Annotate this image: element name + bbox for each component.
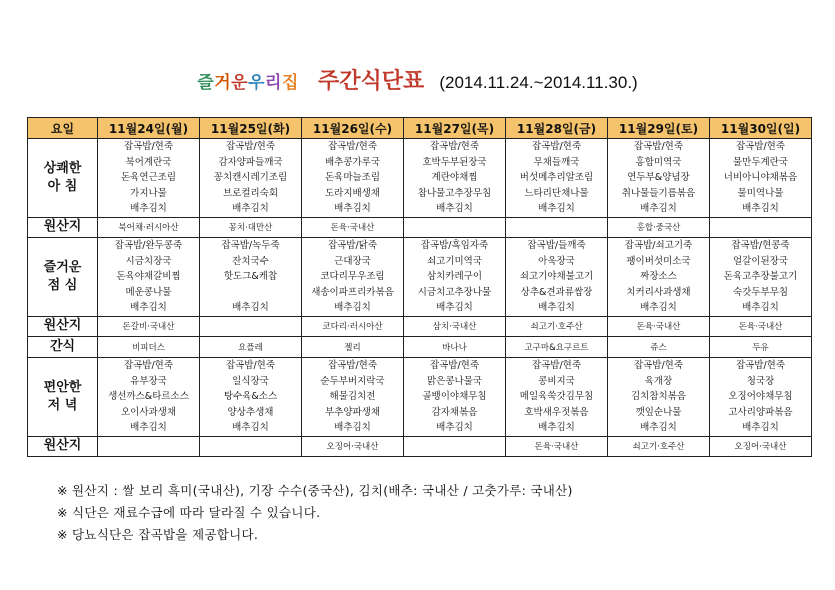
- menu-item: 감자양파들깨국: [218, 156, 283, 168]
- menu-item: 배추김치: [640, 422, 677, 434]
- meal-cell: [98, 237, 200, 316]
- origin-cell: 돈육·국내산: [608, 316, 710, 336]
- menu-item: 잔치국수: [232, 255, 269, 267]
- page-title: 주간식단표: [318, 69, 425, 94]
- menu-item: 버섯메추리알조림: [519, 172, 594, 184]
- menu-item: 잡곡밥/현죽: [123, 359, 174, 371]
- menu-item: 도라지배생채: [324, 187, 381, 199]
- menu-item: 꽁치캔시레기조림: [213, 172, 288, 184]
- origin-cell: 쇠고기·호주산: [608, 436, 710, 456]
- origin-cell: 돈육·국내산: [506, 436, 608, 456]
- menu-item: 배추김치: [436, 422, 473, 434]
- meal-cell: [302, 139, 404, 218]
- menu-item: 배추김치: [742, 422, 779, 434]
- lunch-label: [28, 237, 98, 316]
- menu-item: 잡곡밥/현죽: [429, 141, 480, 152]
- menu-item: 치커리사과생채: [626, 286, 691, 298]
- menu-item: 배추김치: [130, 302, 167, 314]
- menu-item: 배추김치: [436, 203, 473, 215]
- origin-label: 원산지: [28, 217, 98, 237]
- menu-item: 삼치카레구이: [426, 271, 483, 283]
- meal-cell: [608, 357, 710, 436]
- menu-item: 계란야채찜: [431, 172, 478, 184]
- meal-cell: [404, 139, 506, 218]
- weekly-menu-table: [27, 117, 812, 457]
- menu-item: 배추김치: [130, 422, 167, 434]
- menu-item: 콩비지국: [538, 375, 575, 387]
- menu-item: 잡곡밥/현죽: [327, 359, 378, 371]
- label-line: 편안한: [43, 379, 82, 395]
- menu-item: 생선까스&타르소스: [108, 391, 189, 403]
- menu-item: 코다리무우조림: [320, 271, 385, 283]
- label-line: 아 침: [47, 178, 78, 194]
- menu-item: 돈육마늘조림: [324, 172, 381, 184]
- menu-item: [200, 285, 301, 301]
- snack-cell: 쥬스: [608, 336, 710, 357]
- menu-item: 얼갈이된장국: [732, 255, 789, 267]
- day-header: 11월26일(수): [302, 118, 404, 139]
- menu-item: 돈육고추장불고기: [723, 271, 798, 283]
- menu-item: 잡곡밥/현죽: [633, 141, 684, 152]
- origin-cell: 쇠고기·호주산: [506, 316, 608, 336]
- meal-cell: [710, 237, 812, 316]
- menu-item: 참나물고추장무침: [417, 187, 492, 199]
- brand-name: [197, 73, 299, 93]
- breakfast-label: [28, 139, 98, 218]
- menu-item: 배추콩가루국: [324, 156, 381, 168]
- menu-item: 잡곡밥/흑임자죽: [420, 239, 489, 251]
- menu-item: 유부장국: [130, 375, 167, 387]
- menu-item: 핫도그&케찹: [223, 271, 278, 283]
- page-header: [0, 64, 835, 95]
- menu-item: 잡곡밥/현죽: [429, 359, 480, 371]
- meal-cell: [710, 139, 812, 218]
- origin-cell: 삼치·국내산: [404, 316, 506, 336]
- meal-cell: [506, 357, 608, 436]
- menu-item: 양상추생채: [227, 406, 274, 418]
- meal-cell: [200, 139, 302, 218]
- menu-item: 쇠고기야채불고기: [519, 271, 594, 283]
- meal-cell: [710, 357, 812, 436]
- menu-item: 잡곡밥/현죽: [735, 359, 786, 371]
- menu-item: 연두부&양념장: [627, 172, 690, 184]
- menu-item: 느타리단채나물: [524, 187, 589, 199]
- snack-cell: 젤리: [302, 336, 404, 357]
- note-line: ※ 당뇨식단은 잡곡밥을 제공합니다.: [57, 527, 259, 542]
- menu-item: 잡곡밥/완두콩죽: [114, 239, 183, 251]
- menu-item: 잡곡밥/현콩죽: [731, 239, 790, 251]
- menu-item: 잡곡밥/현죽: [531, 141, 582, 152]
- menu-item: 시금치장국: [125, 255, 172, 267]
- origin-cell: 돈갈비·국내산: [98, 316, 200, 336]
- menu-item: 잡곡밥/현죽: [633, 359, 684, 371]
- dinner-origin-row: [28, 436, 812, 456]
- menu-item: 청국장: [746, 375, 775, 387]
- day-header: 11월28일(금): [506, 118, 608, 139]
- menu-item: 잡곡밥/현죽: [225, 141, 276, 152]
- menu-item: 부추양파생채: [324, 406, 381, 418]
- meal-cell: [404, 357, 506, 436]
- dinner-row: [28, 357, 812, 436]
- brand-char: 즐: [197, 73, 215, 93]
- meal-cell: [302, 237, 404, 316]
- menu-item: 잡곡밥/녹두죽: [221, 239, 280, 251]
- meal-cell: [302, 357, 404, 436]
- menu-item: 배추김치: [742, 203, 779, 215]
- menu-item: 잡곡밥/현죽: [123, 141, 174, 152]
- menu-item: 취나물들기름볶음: [621, 187, 696, 199]
- menu-item: 너비아니야채볶음: [723, 172, 798, 184]
- menu-item: 팽이버섯미소국: [626, 255, 691, 267]
- origin-cell: [404, 217, 506, 237]
- origin-cell: 오징어·국내산: [710, 436, 812, 456]
- snack-cell: 요플레: [200, 336, 302, 357]
- day-header: 11월29일(토): [608, 118, 710, 139]
- meal-cell: [98, 357, 200, 436]
- label-line: 점 심: [47, 277, 78, 293]
- menu-item: 홍합미역국: [635, 156, 682, 168]
- origin-cell: [404, 436, 506, 456]
- brand-char: 우: [248, 73, 266, 93]
- origin-cell: [200, 436, 302, 456]
- brand-char: 거: [214, 73, 232, 93]
- menu-item: 쇠고기미역국: [426, 255, 483, 267]
- brand-char: 집: [281, 73, 299, 93]
- meal-cell: [506, 237, 608, 316]
- day-header: 11월30일(일): [710, 118, 812, 139]
- origin-cell: [200, 316, 302, 336]
- menu-item: 메운콩나물: [125, 286, 172, 298]
- menu-item: 잡곡밥/현죽: [225, 359, 276, 371]
- menu-item: 고사리양파볶음: [728, 406, 793, 418]
- menu-item: 오이사과생채: [120, 406, 177, 418]
- lunch-origin-row: [28, 316, 812, 336]
- origin-cell: [98, 436, 200, 456]
- origin-cell: 북어채·러시아산: [98, 217, 200, 237]
- menu-item: 북어계란국: [125, 156, 172, 168]
- breakfast-row: [28, 139, 812, 218]
- menu-item: 브로컬리숙회: [222, 187, 279, 199]
- meal-cell: [608, 139, 710, 218]
- date-range: (2014.11.24.~2014.11.30.): [439, 73, 638, 92]
- meal-cell: [200, 357, 302, 436]
- snack-cell: 두유: [710, 336, 812, 357]
- menu-item: 숙갓두부무침: [732, 286, 789, 298]
- label-line: 저 녁: [47, 397, 78, 413]
- menu-item: 잡곡밥/현죽: [327, 141, 378, 152]
- note-line: ※ 원산지 : 쌀 보리 흑미(국내산), 기장 수수(중국산), 김치(배추: 국내산 / 고춧가루: 국내산): [57, 483, 573, 498]
- menu-item: 호박두부된장국: [422, 156, 487, 168]
- menu-item: 깻잎순나물: [635, 406, 682, 418]
- snack-cell: 비피더스: [98, 336, 200, 357]
- menu-item: 시금치고추장나물: [417, 286, 492, 298]
- origin-cell: 홍합·중국산: [608, 217, 710, 237]
- menu-item: 순두부버지락국: [320, 375, 385, 387]
- origin-cell: 꽁치·대만산: [200, 217, 302, 237]
- menu-item: 잡곡밥/들깨죽: [527, 239, 586, 251]
- brand-char: 리: [265, 73, 282, 93]
- origin-label: 원산지: [28, 316, 98, 336]
- menu-item: 감자채볶음: [431, 406, 478, 418]
- snack-label: 간식: [28, 336, 98, 357]
- menu-item: 배추김치: [742, 302, 779, 314]
- dinner-label: [28, 357, 98, 436]
- snack-cell: 고구마&요구르트: [506, 336, 608, 357]
- menu-item: 배추김치: [436, 302, 473, 314]
- menu-item: 배추김치: [334, 422, 371, 434]
- menu-item: 골뱅이야채무침: [422, 391, 487, 403]
- menu-item: 잡곡밥/닭죽: [327, 239, 378, 251]
- meal-cell: [404, 237, 506, 316]
- menu-item: 김치참치볶음: [630, 391, 687, 403]
- menu-item: 돈육연근조림: [120, 172, 177, 184]
- menu-item: 상추&견과류쌈장: [520, 286, 593, 298]
- menu-item: 잡곡밥/현죽: [531, 359, 582, 371]
- menu-item: 짜장소스: [640, 271, 677, 283]
- menu-item: 육개장: [644, 375, 673, 387]
- header-row: [28, 118, 812, 139]
- menu-item: 배추김치: [538, 302, 575, 314]
- lunch-row: [28, 237, 812, 316]
- menu-item: 배추김치: [640, 302, 677, 314]
- snack-cell: 바나나: [404, 336, 506, 357]
- label-line: 상쾌한: [43, 160, 82, 176]
- menu-item: 배추김치: [640, 203, 677, 215]
- menu-item: 잡곡밥/현죽: [735, 141, 786, 152]
- origin-cell: 코다리·러시아산: [302, 316, 404, 336]
- day-header: 11월27일(목): [404, 118, 506, 139]
- menu-item: 물만두계란국: [732, 156, 789, 168]
- origin-cell: [710, 217, 812, 237]
- menu-item: 배추김치: [130, 203, 167, 215]
- menu-item: 메일육쑥갓김무침: [519, 391, 594, 403]
- menu-item: 가지나물: [130, 187, 167, 199]
- menu-item: 새송이파프리카볶음: [311, 286, 394, 298]
- menu-item: 아욱장국: [538, 255, 575, 267]
- origin-cell: 돈육·국내산: [710, 316, 812, 336]
- menu-item: 배추김치: [334, 203, 371, 215]
- label-line: 즐거운: [43, 259, 82, 275]
- menu-item: 무채들깨국: [533, 156, 580, 168]
- menu-item: 배추김치: [232, 422, 269, 434]
- menu-item: 배추김치: [538, 422, 575, 434]
- menu-item: 오징어야채무침: [728, 391, 793, 403]
- menu-item: 잡곡밥/쇠고기죽: [624, 239, 693, 251]
- meal-cell: [506, 139, 608, 218]
- breakfast-origin-row: [28, 217, 812, 237]
- menu-item: 해물김치전: [329, 391, 376, 403]
- meal-cell: [608, 237, 710, 316]
- origin-cell: 돈육·국내산: [302, 217, 404, 237]
- menu-item: 탕수육&소스: [223, 391, 278, 403]
- menu-item: 근대장국: [334, 255, 371, 267]
- menu-item: 맑은콩나물국: [426, 375, 483, 387]
- day-header: 11월24일(월): [98, 118, 200, 139]
- origin-cell: [506, 217, 608, 237]
- meal-cell: [200, 237, 302, 316]
- snack-row: [28, 336, 812, 357]
- menu-item: 배추김치: [232, 302, 269, 314]
- meal-cell: [98, 139, 200, 218]
- note-line: ※ 식단은 재료수급에 따라 달라질 수 있습니다.: [57, 505, 321, 520]
- origin-label: 원산지: [28, 436, 98, 456]
- brand-char: 운: [231, 73, 249, 93]
- menu-item: 일식장국: [232, 375, 269, 387]
- day-header: 11월25일(화): [200, 118, 302, 139]
- menu-item: 호박새우젓볶음: [524, 406, 589, 418]
- menu-item: 물미역나물: [737, 187, 784, 199]
- notes: [57, 480, 573, 546]
- menu-item: 배추김치: [334, 302, 371, 314]
- menu-item: 배추김치: [538, 203, 575, 215]
- menu-item: 돈육야채갈비찜: [116, 271, 181, 283]
- corner-cell: 요일: [28, 118, 98, 139]
- menu-item: 배추김치: [232, 203, 269, 215]
- origin-cell: 오징어·국내산: [302, 436, 404, 456]
